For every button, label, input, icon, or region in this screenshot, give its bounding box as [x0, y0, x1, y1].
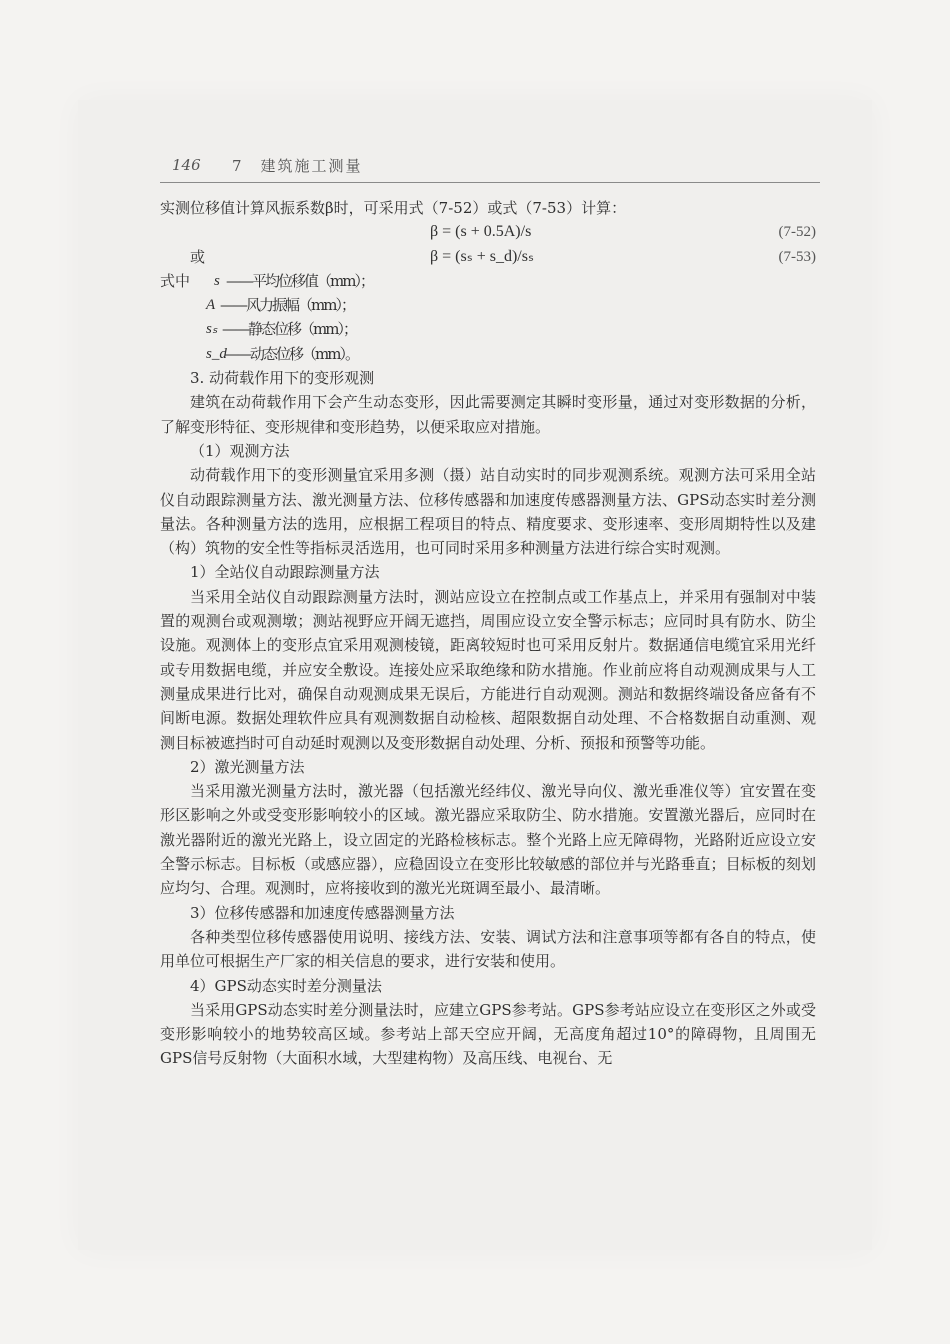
body-paragraph: 建筑在动荷载作用下会产生动态变形，因此需要测定其瞬时变形量，通过对变形数据的分析，了解变形特征、变形规律和变形趋势，以便采取应对措施。 — [160, 393, 816, 436]
section-heading: 2）激光测量方法 — [190, 757, 305, 776]
page-body — [160, 196, 816, 1071]
equation-7-52 — [160, 220, 816, 244]
equation-expression: β = (s + 0.5A)/s — [430, 223, 532, 241]
section-heading: 4）GPS动态实时差分测量法 — [190, 976, 382, 995]
equation-expression: β = (sₛ + s_d)/sₛ — [430, 247, 534, 265]
definition-text: ——平均位移值（mm）； — [226, 271, 373, 290]
definition-text: ——静态位移（mm）； — [222, 320, 356, 339]
definition-row — [160, 317, 816, 341]
definition-row — [160, 293, 816, 317]
section-heading: 3）位移传感器和加速度传感器测量方法 — [190, 903, 455, 922]
equation-7-53 — [160, 245, 816, 269]
definition-symbol: s_d — [206, 345, 227, 362]
equation-number: (7-52) — [778, 224, 816, 241]
page-number: 146 — [172, 156, 201, 174]
section-heading: 1）全站仪自动跟踪测量方法 — [190, 563, 380, 582]
definition-symbol: s — [214, 272, 220, 289]
body-paragraph: 各种类型位移传感器使用说明、接线方法、安装、调试方法和注意事项等都有各自的特点，使用单位可根据生产厂家的相关信息的要求，进行安装和使用。 — [160, 927, 816, 971]
body-paragraph: 当采用GPS动态实时差分测量法时，应建立GPS参考站。GPS参考站应设立在变形区之外或受变形影响较小的地势较高区域。参考站上部天空应开阔，无高度角超过10°的障碍物，且周围无GPS信号反射物（大面积水域，大型建构物）及高压线、电视台、无 — [160, 1000, 816, 1068]
equation-lead: 或 — [190, 247, 206, 266]
section-heading: （1）观测方法 — [190, 441, 290, 460]
page-header — [160, 152, 820, 182]
body-paragraph: 当采用激光测量方法时，激光器（包括激光经纬仪、激光导向仪、激光垂准仪等）宜安置在变形区影响之外或受变形影响较小的区域。激光器应采取防尘、防水措施。安置激光器后，应同时在激光器附近的激光光路上，设立固定的光路检核标志。整个光路上应无障碍物，光路附近应设立安全警示标志。目标板（或感应器），应稳固设立在变形比较敏感的部位并与光路垂直；目标板的刻划应均匀、合理。观测时，应将接收到的激光光斑调至最小、最清晰。 — [160, 782, 816, 898]
header-rule — [160, 182, 820, 183]
definitions-lead: 式中 — [160, 271, 191, 290]
definition-symbol: sₛ — [206, 321, 218, 338]
body-paragraph: 当采用全站仪自动跟踪测量方法时，测站应设立在控制点或工作基点上，并采用有强制对中装置的观测台或观测墩；测站视野应开阔无遮挡，周围应设立安全警示标志；应同时具有防水、防尘设施。观测体上的变形点宜采用观测棱镜，距离较短时也可采用反射片。数据通信电缆宜采用光纤或专用数据电缆，并应安全敷设。连接处应采取绝缘和防水措施。作业前应将自动观测成果与人工测量成果进行比对，确保自动观测成果无误后，方能进行自动观测。测站和数据终端设备应备有不间断电源。数据处理软件应具有观测数据自动检核、超限数据自动处理、不合格数据自动重测、观测目标被遮挡时可自动延时观测以及变形数据自动处理、分析、预报和预警等功能。 — [160, 587, 816, 752]
definition-text: ——风力振幅（mm）； — [220, 296, 354, 315]
definition-row — [160, 342, 816, 366]
equation-number: (7-53) — [778, 248, 816, 265]
definition-row — [160, 269, 816, 293]
body-paragraph: 动荷载作用下的变形测量宜采用多测（摄）站自动实时的同步观测系统。观测方法可采用全站仪自动跟踪测量方法、激光测量方法、位移传感器和加速度传感器测量方法、GPS动态实时差分测量法。各种测量方法的选用，应根据工程项目的特点、精度要求、变形速率、变形周期特性以及建（构）筑物的安全性等指标灵活选用，也可同时采用多种测量方法进行综合实时观测。 — [160, 466, 816, 558]
definition-symbol: A — [206, 297, 216, 314]
intro-text: 实测位移值计算风振系数β时，可采用式（7-52）或式（7-53）计算： — [160, 199, 627, 217]
definition-text: ——动态位移（mm）。 — [224, 344, 358, 363]
chapter-title: 7 建筑施工测量 — [232, 157, 363, 175]
section-heading: 3. 动荷载作用下的变形观测 — [190, 369, 375, 388]
